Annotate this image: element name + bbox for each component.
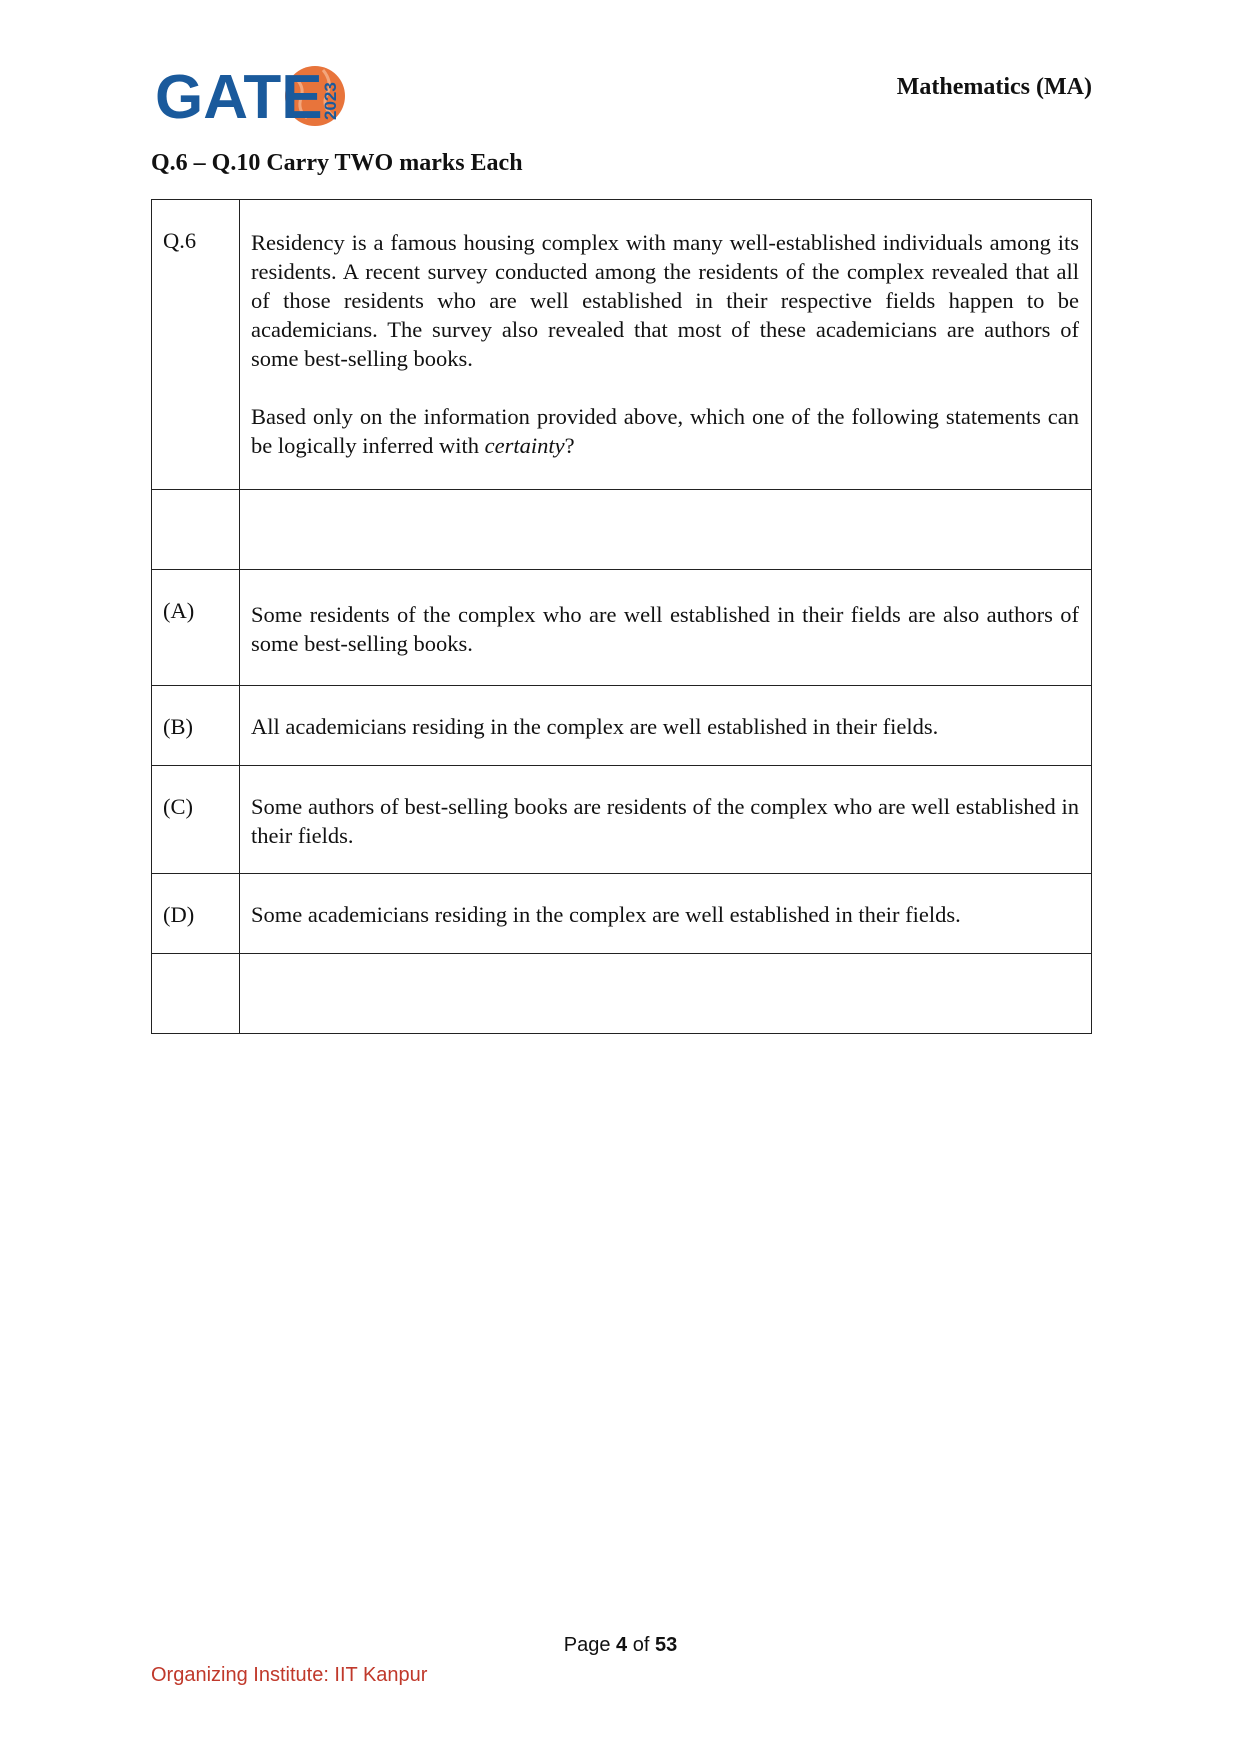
question-row [152,200,1092,490]
page-number: Page 4 of 53 [563,1634,678,1656]
page-current: 4 [616,1634,628,1656]
section-heading: Q.6 – Q.10 Carry TWO marks Each [151,150,523,176]
option-text: Some residents of the complex who are well established in their fields are also authors of some best-selling books. [240,570,1092,686]
question-table [151,199,1092,1034]
question-paragraph-1: Residency is a famous housing complex with many well-established individuals among its residents. A recent survey conducted among the residents of the complex revealed that all of those residents who are well established in their respective fields happen to be academicians. The survey also revealed that most of these academicians are authors of some best-selling books. [251,230,1079,371]
option-label: (C) [152,766,240,874]
emphasis-certainty: certainty [484,433,565,458]
subject-title: Mathematics (MA) [896,74,1092,100]
option-row-d [152,874,1092,954]
option-label: (A) [152,570,240,686]
question-body [240,200,1092,490]
empty-row [152,490,1092,570]
gate-2023-logo-graphic [155,58,355,133]
organizing-institute: Organizing Institute: IIT Kanpur [151,1664,428,1686]
logo-text: GATE [155,63,323,132]
option-text: All academicians residing in the complex are well established in their fields. [240,686,1092,766]
option-text: Some academicians residing in the complex are well established in their fields. [240,874,1092,954]
option-label: (D) [152,874,240,954]
option-row-c [152,766,1092,874]
question-number: Q.6 [152,200,240,490]
option-row-a [152,570,1092,686]
logo-year: 2023 [321,82,340,120]
question-paragraph-2: Based only on the information provided above, which one of the following statements can be logically inferred with certainty? [251,404,1079,458]
option-label: (B) [152,686,240,766]
option-row-b [152,686,1092,766]
option-text: Some authors of best-selling books are residents of the complex who are well established in their fields. [240,766,1092,874]
page-total: 53 [654,1634,678,1656]
gate-logo [155,58,355,133]
empty-row [152,954,1092,1034]
